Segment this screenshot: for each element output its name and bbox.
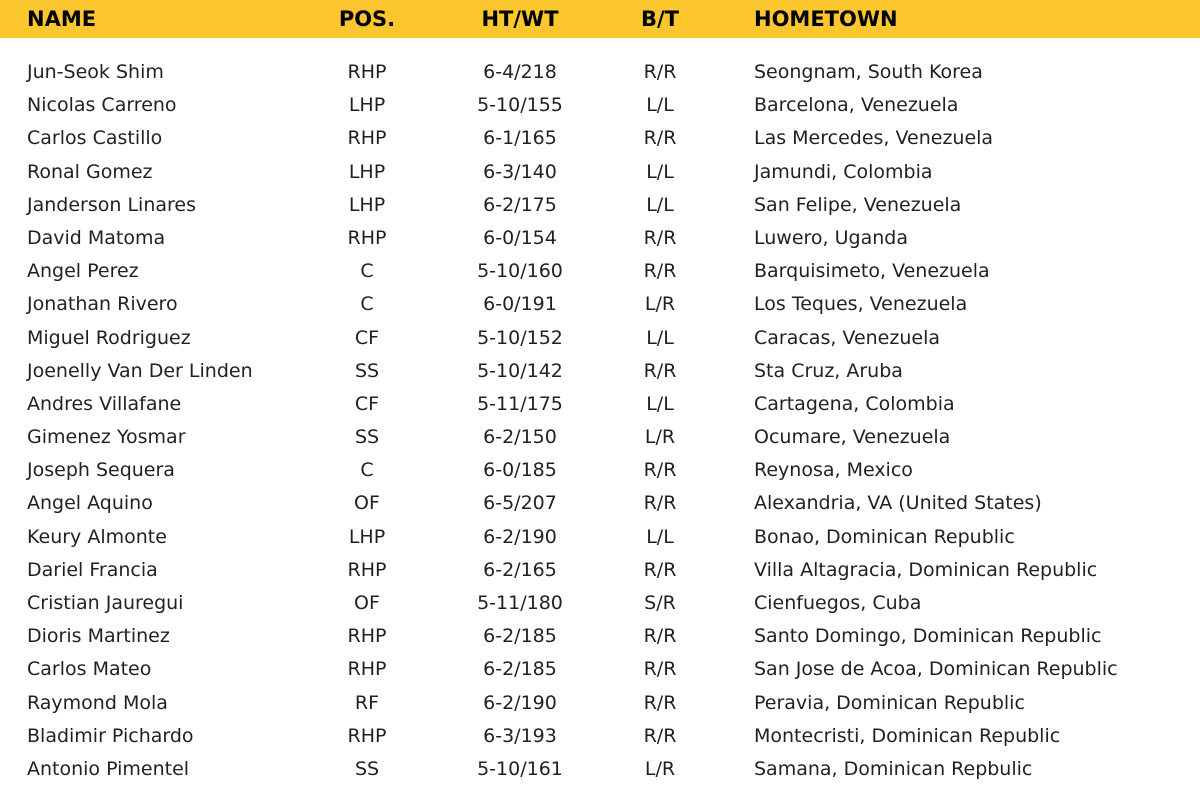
player-name: Jonathan Rivero — [27, 293, 178, 316]
player-hometown: Samana, Dominican Repbulic — [754, 757, 1033, 780]
player-bats-throws: R/R — [643, 658, 677, 681]
player-hometown: Reynosa, Mexico — [754, 459, 913, 482]
player-height-weight: 5-10/142 — [477, 359, 563, 382]
player-bats-throws: L/L — [646, 392, 674, 415]
player-position: LHP — [348, 525, 386, 548]
player-bats-throws: R/R — [643, 492, 677, 515]
player-height-weight: 6-1/165 — [483, 127, 557, 150]
player-bats-throws: L/R — [644, 757, 676, 780]
player-name: Angel Perez — [27, 260, 139, 283]
player-height-weight: 6-0/191 — [483, 293, 557, 316]
player-position: LHP — [348, 160, 386, 183]
player-bats-throws: S/R — [644, 592, 676, 614]
player-bats-throws: R/R — [643, 625, 677, 648]
table-row — [0, 322, 1200, 355]
player-height-weight: 5-10/160 — [477, 260, 563, 283]
player-height-weight: 6-5/207 — [483, 492, 557, 515]
player-bats-throws: R/R — [643, 260, 677, 283]
player-hometown: Montecristi, Dominican Republic — [754, 724, 1061, 747]
player-bats-throws: R/R — [643, 558, 677, 581]
player-bats-throws: R/R — [643, 459, 677, 482]
table-row — [0, 720, 1200, 753]
player-height-weight: 6-4/218 — [483, 61, 557, 83]
player-height-weight: 6-3/140 — [483, 160, 557, 183]
player-bats-throws: R/R — [643, 724, 677, 747]
player-height-weight: 5-10/161 — [477, 757, 563, 780]
player-position: C — [360, 260, 374, 283]
player-hometown: Las Mercedes, Venezuela — [754, 127, 994, 150]
player-hometown: Ocumare, Venezuela — [754, 426, 951, 449]
player-position: RHP — [347, 558, 387, 581]
player-position: C — [360, 459, 374, 482]
player-hometown: Cienfuegos, Cuba — [754, 592, 922, 614]
header-position: POS. — [338, 7, 396, 31]
player-position: RHP — [347, 127, 387, 150]
player-hometown: Caracas, Venezuela — [754, 326, 941, 349]
player-hometown: Alexandria, VA (United States) — [754, 492, 1042, 515]
player-position: CF — [354, 326, 380, 349]
player-name: Cristian Jauregui — [27, 592, 184, 614]
player-height-weight: 6-0/154 — [483, 226, 557, 249]
table-row — [0, 421, 1200, 454]
player-name: Bladimir Pichardo — [27, 724, 194, 747]
player-hometown: Villa Altagracia, Dominican Republic — [754, 558, 1098, 581]
player-height-weight: 5-10/155 — [477, 94, 563, 117]
player-bats-throws: R/R — [643, 226, 677, 249]
player-position: RF — [354, 691, 380, 714]
player-position: RHP — [347, 226, 387, 249]
player-hometown: Los Teques, Venezuela — [754, 293, 968, 316]
table-header — [0, 0, 1200, 38]
player-name: Jun-Seok Shim — [27, 61, 164, 83]
table-row — [0, 554, 1200, 587]
player-height-weight: 5-11/180 — [477, 592, 563, 614]
player-name: Andres Villafane — [27, 392, 182, 415]
player-name: Keury Almonte — [27, 525, 167, 548]
table-row — [0, 487, 1200, 520]
table-row — [0, 454, 1200, 487]
table-row — [0, 255, 1200, 288]
player-bats-throws: R/R — [643, 127, 677, 150]
player-hometown: Cartagena, Colombia — [754, 392, 955, 415]
table-row — [0, 753, 1200, 786]
player-name: Dioris Martinez — [27, 625, 170, 648]
player-bats-throws: L/L — [646, 326, 674, 349]
player-name: Joenelly Van Der Linden — [27, 359, 253, 382]
player-position: LHP — [348, 94, 386, 117]
player-position: OF — [354, 592, 380, 614]
player-position: OF — [354, 492, 380, 515]
player-name: Carlos Mateo — [27, 658, 152, 681]
player-position: RHP — [347, 625, 387, 648]
player-height-weight: 6-2/185 — [483, 658, 557, 681]
player-height-weight: 6-2/150 — [483, 426, 557, 449]
player-height-weight: 5-11/175 — [477, 392, 563, 415]
player-height-weight: 6-2/190 — [483, 525, 557, 548]
player-name: Carlos Castillo — [27, 127, 163, 150]
player-hometown: Barcelona, Venezuela — [754, 94, 959, 117]
player-hometown: Luwero, Uganda — [754, 226, 908, 249]
player-bats-throws: L/L — [646, 193, 674, 216]
table-row — [0, 288, 1200, 321]
table-row — [0, 56, 1200, 89]
player-name: Gimenez Yosmar — [27, 426, 186, 449]
table-row — [0, 687, 1200, 720]
player-hometown: Bonao, Dominican Republic — [754, 525, 1015, 548]
player-position: C — [360, 293, 374, 316]
header-bats-throws: B/T — [640, 7, 679, 31]
player-position: SS — [354, 426, 380, 449]
player-hometown: Seongnam, South Korea — [754, 61, 983, 83]
player-name: David Matoma — [27, 226, 166, 249]
player-name: Raymond Mola — [27, 691, 168, 714]
header-name: NAME — [27, 7, 97, 31]
table-row — [0, 587, 1200, 620]
table-row — [0, 620, 1200, 653]
player-bats-throws: L/R — [644, 293, 676, 316]
table-row — [0, 89, 1200, 122]
player-height-weight: 6-2/190 — [483, 691, 557, 714]
player-hometown: Barquisimeto, Venezuela — [754, 260, 990, 283]
player-position: RHP — [347, 658, 387, 681]
player-bats-throws: L/R — [644, 426, 676, 449]
table-row — [0, 222, 1200, 255]
header-height-weight: HT/WT — [481, 7, 559, 31]
player-hometown: Jamundi, Colombia — [754, 160, 933, 183]
player-name: Joseph Sequera — [27, 459, 175, 482]
player-bats-throws: L/L — [646, 94, 674, 117]
player-position: RHP — [347, 724, 387, 747]
player-name: Janderson Linares — [27, 193, 196, 216]
table-row — [0, 388, 1200, 421]
player-name: Antonio Pimentel — [27, 757, 190, 780]
player-position: SS — [354, 757, 380, 780]
roster-table-body — [0, 56, 1200, 786]
player-height-weight: 6-3/193 — [483, 724, 557, 747]
player-position: SS — [354, 359, 380, 382]
player-hometown: Santo Domingo, Dominican Republic — [754, 625, 1102, 648]
table-row — [0, 355, 1200, 388]
player-height-weight: 6-2/175 — [483, 193, 557, 216]
player-bats-throws: R/R — [643, 359, 677, 382]
player-height-weight: 6-2/185 — [483, 625, 557, 648]
player-bats-throws: R/R — [643, 691, 677, 714]
player-name: Nicolas Carreno — [27, 94, 177, 117]
player-hometown: Sta Cruz, Aruba — [754, 359, 903, 382]
player-position: RHP — [347, 61, 387, 83]
player-height-weight: 6-2/165 — [483, 558, 557, 581]
player-position: CF — [354, 392, 380, 415]
player-name: Dariel Francia — [27, 558, 158, 581]
table-row — [0, 521, 1200, 554]
player-name: Miguel Rodriguez — [27, 326, 191, 349]
player-hometown: San Felipe, Venezuela — [754, 193, 962, 216]
table-row — [0, 122, 1200, 155]
player-bats-throws: L/L — [646, 525, 674, 548]
player-position: LHP — [348, 193, 386, 216]
player-hometown: Peravia, Dominican Republic — [754, 691, 1025, 714]
table-row — [0, 156, 1200, 189]
table-row — [0, 653, 1200, 686]
player-hometown: San Jose de Acoa, Dominican Republic — [754, 658, 1118, 681]
player-height-weight: 5-10/152 — [477, 326, 563, 349]
player-height-weight: 6-0/185 — [483, 459, 557, 482]
header-hometown: HOMETOWN — [754, 7, 898, 31]
player-name: Angel Aquino — [27, 492, 153, 515]
player-name: Ronal Gomez — [27, 160, 153, 183]
player-bats-throws: L/L — [646, 160, 674, 183]
table-row — [0, 189, 1200, 222]
player-bats-throws: R/R — [643, 61, 677, 83]
